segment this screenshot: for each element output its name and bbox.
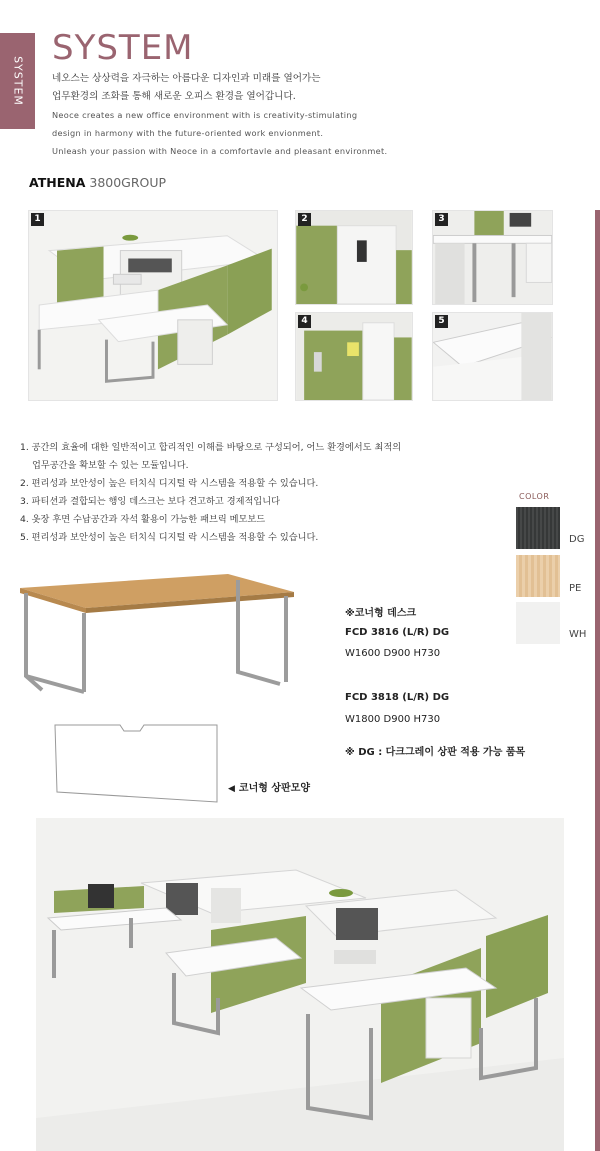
- product-photo-3: [432, 210, 553, 305]
- hanging-desk-illustration: [433, 211, 552, 304]
- product-code: 3800GROUP: [89, 175, 167, 190]
- color-swatch-dg: [516, 507, 560, 549]
- left-arrow-icon: ◀: [228, 784, 235, 794]
- photo-number: 2: [298, 213, 311, 226]
- shape-caption-text: 코너형 상판모양: [238, 783, 311, 794]
- photo-number: 5: [435, 315, 448, 328]
- feature-item: 2. 편리성과 보안성이 높은 터치식 디지털 락 시스템을 적용할 수 있습니다.: [20, 478, 319, 489]
- spec-size: W1600 D900 H730: [345, 648, 441, 659]
- spec-model: FCD 3818 (L/R) DG: [345, 692, 450, 703]
- color-name: DG: [569, 534, 585, 545]
- group-workstation-illustration: [36, 818, 564, 1151]
- color-swatch-pe: [516, 555, 560, 597]
- feature-item: 4. 옷장 후면 수납공간과 자석 활용이 가능한 패브릭 메모보드: [20, 514, 266, 525]
- cable-port-illustration: [433, 313, 552, 400]
- feature-item: 업무공간을 확보할 수 있는 모듈입니다.: [32, 460, 189, 471]
- side-tab-label: SYSTEM: [11, 56, 24, 106]
- photo-number: 1: [31, 213, 44, 226]
- locker-detail-illustration: [296, 211, 412, 304]
- intro-ko-line: 업무환경의 조화를 통해 새로운 오피스 환경을 열어갑니다.: [52, 91, 296, 102]
- feature-item: 1. 공간의 효율에 대한 일반적이고 합리적인 이해를 바탕으로 구성되어, 어느 환경에서도 최적의: [20, 442, 402, 453]
- side-tab: [0, 33, 35, 129]
- product-photo-5: [432, 312, 553, 401]
- photo-number: 4: [298, 315, 311, 328]
- product-photo-1: [28, 210, 278, 401]
- product-title: [29, 175, 166, 190]
- spec-model: FCD 3816 (L/R) DG: [345, 627, 450, 638]
- color-label: COLOR: [519, 492, 550, 501]
- intro-ko-line: 네오스는 상상력을 자극하는 아름다운 디자인과 미래를 열어가는: [52, 73, 321, 84]
- feature-list: [20, 439, 480, 547]
- spec-note: ※ DG : 다크그레이 상판 적용 가능 품목: [345, 747, 526, 758]
- product-name: ATHENA: [29, 175, 86, 190]
- feature-item: 5. 편리성과 보안성이 높은 터치식 디지털 락 시스템을 적용할 수 있습니다.: [20, 532, 319, 543]
- product-photo-2: [295, 210, 413, 305]
- color-name: PE: [569, 583, 582, 594]
- group-workstation-photo: [36, 818, 564, 1151]
- intro-en-line: Unleash your passion with Neoce in a comfortavle and pleasant environmet.: [52, 146, 388, 156]
- feature-item: 3. 파티션과 결합되는 행잉 데스크는 보다 견고하고 경제적입니다: [20, 496, 280, 507]
- intro-text: [52, 70, 452, 160]
- page-title: SYSTEM: [52, 28, 194, 68]
- spec-size: W1800 D900 H730: [345, 714, 441, 725]
- product-photo-4: [295, 312, 413, 401]
- photo-number: 3: [435, 213, 448, 226]
- workstation-illustration: [29, 211, 277, 400]
- spec-title: ※코너형 데스크: [345, 608, 417, 619]
- shape-caption: [228, 779, 310, 794]
- corner-top-shape: [54, 722, 220, 804]
- intro-en-line: Neoce creates a new office environment with is creativity-stimulating: [52, 110, 358, 120]
- color-swatch-wh: [516, 602, 560, 644]
- fabric-memo-board-illustration: [296, 313, 412, 400]
- desk-illustration: [18, 572, 298, 702]
- right-accent-bar: [595, 210, 600, 1151]
- color-name: WH: [569, 629, 587, 640]
- intro-en-line: design in harmony with the future-oriented work envionment.: [52, 128, 324, 138]
